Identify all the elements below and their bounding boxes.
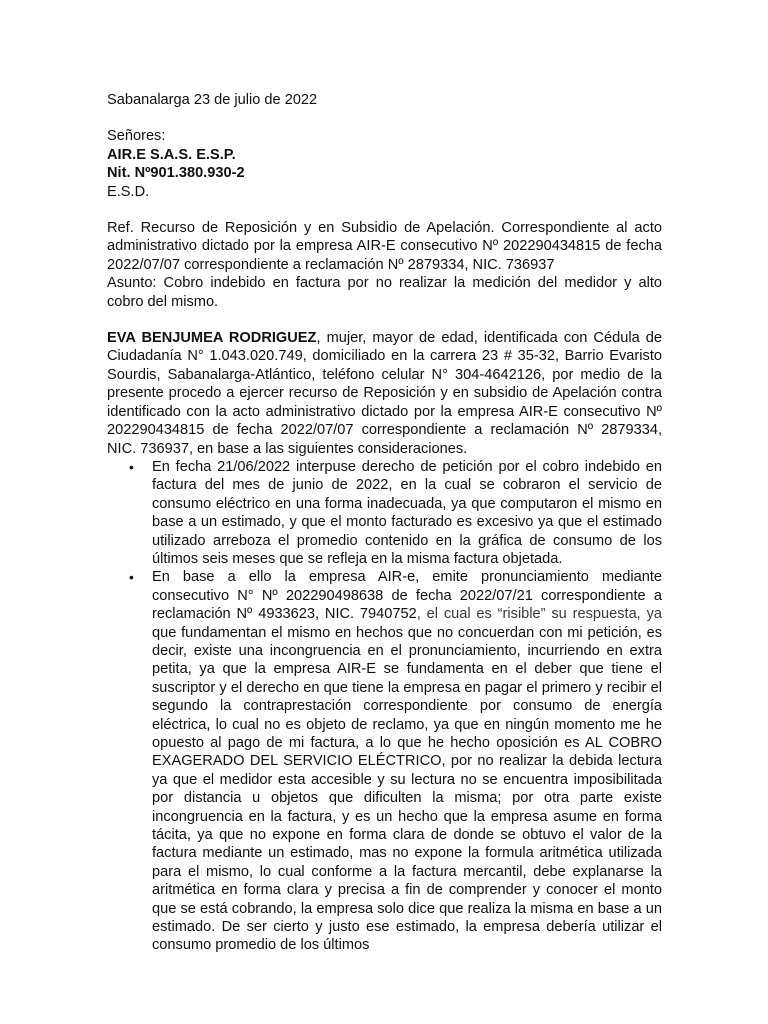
bullet-icon: • <box>129 458 134 475</box>
intro-text: , mujer, mayor de edad, identificada con Cédula de Ciudadanía N° 1.043.020.749, domiciliado en la carrera 23 # 35-32, Barrio Evaristo Sourdis, Sabanalarga-Atlántico, teléfono celular N° 304-4642126, por medio de la presente procedo a ejercer recurso de Reposición y en subsidio de Apelación contra identificado con la acto administrativo dictado por la empresa AIR-E consecutivo Nº 202290434815 de fecha 2022/07/07 correspondiente a reclamación Nº 2879334, NIC. 736937, en base a las siguientes consideraciones. <box>107 330 662 457</box>
place-date: Sabanalarga 23 de julio de 2022 <box>107 92 318 108</box>
list-item-text-inserted: , el cual es “risible” su respuesta, ya <box>416 606 662 623</box>
list-item-text: En fecha 21/06/2022 interpuse derecho de petición por el cobro indebido en factura del mes de junio de 2022, en la cual se cobraron el servicio de consumo eléctrico en una forma inadecuada, ya que computaron el mismo en base a un estimado, y que el monto facturado es excesivo ya que el estimado utilizado arreboza el promedio contenido en la gráfica de consumo de los últimos seis meses que se refleja en la misma factura objetada. <box>152 458 662 567</box>
spacer <box>107 311 662 329</box>
recipient-esd: E.S.D. <box>107 183 150 200</box>
intro-paragraph <box>107 329 662 458</box>
recipient-nit: Nit. Nº901.380.930-2 <box>107 165 245 182</box>
bullet-icon: • <box>129 569 134 586</box>
considerations-list <box>107 458 662 955</box>
recipient-company: AIR.E S.A.S. E.S.P. <box>107 146 236 163</box>
list-item-text: En base a ello la empresa AIR-e, emite pronunciamiento mediante consecutivo N° Nº 202290498638 de fecha 2022/07/21 correspondiente a reclamación Nº 4933623, NIC. 7940752 <box>152 569 662 623</box>
spacer <box>107 201 662 219</box>
list-item <box>107 568 662 955</box>
petitioner-name: EVA BENJUMEA RODRIGUEZ <box>107 330 317 347</box>
spacer <box>107 109 662 127</box>
list-item-text-continued: que fundamentan el mismo en hechos que no concuerdan con mi petición, es decir, existe una incongruencia en el pronunciamiento, incurriendo en extra petita, ya que la empresa AIR-E se fundamenta en el deber que tiene el suscriptor y el derecho en que tiene la empresa en pagar el primero y recibir el segundo la contraprestación correspondiente por consumo de energía eléctrica, lo cual no es objeto de reclamo, ya que en ningún momento me he opuesto al pago de mi factura, a lo que he hecho oposición es AL COBRO EXAGERADO DEL SERVICIO ELÉCTRICO, por no realizar la debida lectura ya que el medidor esta accesible y su lectura no se encuentra imposibilitada por distancia u objetos que dificulten la misma; por otra parte existe incongruencia en la factura, y es un hecho que la empresa asume en forma tácita, ya que no expone en forma clara de donde se obtuvo el valor de la factura mediante un estimado, mas no expone la formula aritmética utilizada para el mismo, lo cual conforme a la factura mercantil, debe explanarse la aritmética en forma clara y precisa a fin de comprender y conocer el monto que se está cobrando, la empresa solo dice que realiza la misma en base a un estimado. De ser cierto y justo ese estimado, la empresa debería utilizar el consumo promedio de los últimos <box>152 624 662 954</box>
subject-paragraph: Asunto: Cobro indebido en factura por no realizar la medición del medidor y alto cobro del mismo. <box>107 275 662 310</box>
reference-paragraph: Ref. Recurso de Reposición y en Subsidio de Apelación. Correspondiente al acto administrativo dictado por la empresa AIR-E consecutivo Nº 202290434815 de fecha 2022/07/07 correspondiente a reclamación Nº 2879334, NIC. 736937 <box>107 220 662 273</box>
letter-document <box>107 91 662 955</box>
salutation: Señores: <box>107 128 166 145</box>
list-item <box>107 458 662 568</box>
